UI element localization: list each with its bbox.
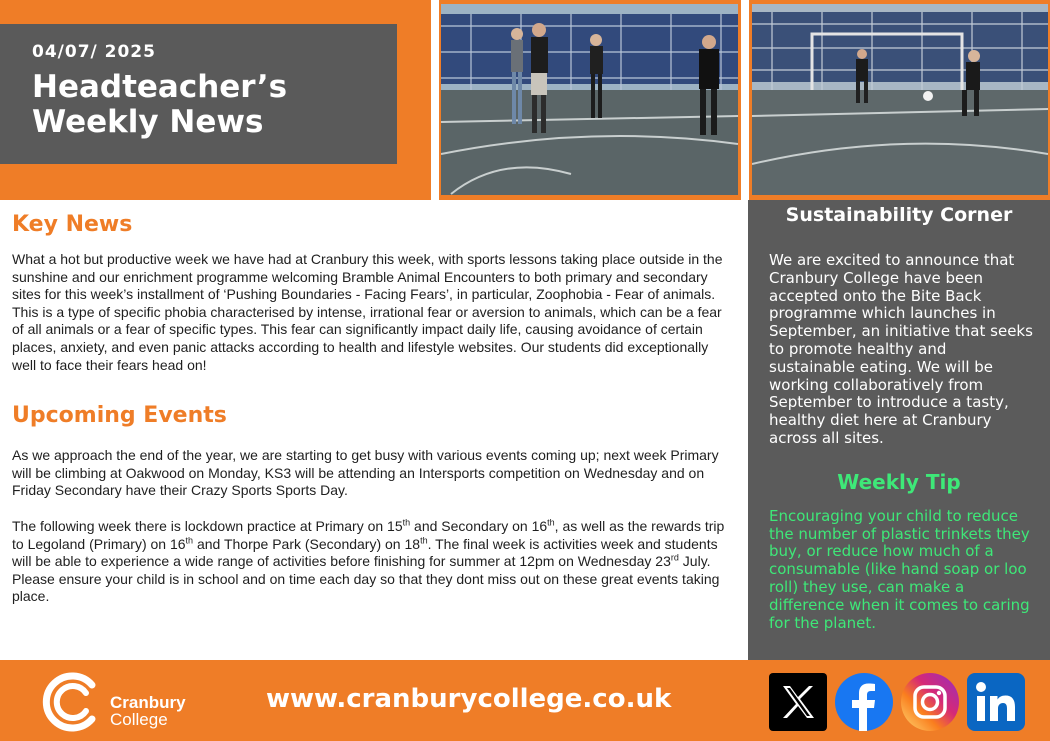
sustainability-heading: Sustainability Corner <box>785 204 1013 226</box>
linkedin-icon[interactable] <box>966 672 1026 732</box>
sidebar-panel <box>748 200 1050 660</box>
key-news-body: What a hot but productive week we have had at Cranbury this week, with sports lessons taking place outside in the sunshine and our enrichment programme welcoming Bramble Animal Encounters to both primary and secondary sites for this week’s installment of ‘Pushing Boundaries - Facing Fears’, in particular, Zoophobia - Fear of animals. This is a type of specific phobia characterised by intense, irrational fear or aversion to animals, which can be a fear of all animals or a fear of specific types. This fear can significantly impact daily life, causing avoidance of certain places, anxiety, and even panic attacks according to health and lifestyle websites. Our students did exceptionally well to face their fears head on! <box>12 251 723 373</box>
upcoming-events-heading: Upcoming Events <box>12 403 227 429</box>
header-divider <box>431 0 439 200</box>
logo-subtitle: College <box>110 710 168 729</box>
main-content <box>12 208 734 606</box>
weekly-tip-heading: Weekly Tip <box>837 469 961 494</box>
cranbury-logo-icon <box>42 671 106 733</box>
website-link[interactable]: www.cranburycollege.co.uk <box>266 684 672 714</box>
x-icon[interactable] <box>768 672 828 732</box>
key-news-heading: Key News <box>12 212 133 237</box>
weekly-tip-body: Encouraging your child to reduce the number of plastic trinkets they buy, or reduce how much of a consumable (like hand soap or loo roll) they use, can make a difference when it comes to caring for the planet. <box>769 506 1030 632</box>
sports-photo-1 <box>441 4 738 195</box>
page-title: Headteacher’s Weekly News <box>32 69 288 140</box>
instagram-icon[interactable] <box>900 672 960 732</box>
issue-date: 04/07/ 2025 <box>32 42 156 62</box>
cranbury-logo <box>42 671 192 733</box>
title-panel <box>0 24 397 164</box>
logo-name: Cranbury <box>110 693 186 712</box>
header-divider <box>741 0 749 200</box>
footer-bar <box>0 660 1050 741</box>
sports-photo-2 <box>752 4 1048 195</box>
upcoming-events-para2: The following week there is lockdown practice at Primary on 15th and Secondary on 16th, as well as the rewards trip to Legoland (Primary) on 16th and Thorpe Park (Secondary) on 18th. The final week is activities week and students will be able to experience a wide range of activities before finishing for summer at 12pm on Wednesday 23rd July. Please ensure your child is in school and on time each day so that they dont miss out on these great events taking place. <box>12 517 725 605</box>
upcoming-events-para1: As we approach the end of the year, we are starting to get busy with various events coming up; next week Primary will be climbing at Oakwood on Monday, KS3 will be attending an Intersports competition on Wednesday and on Friday Secondary have their Crazy Sports Sports Day. <box>12 447 719 499</box>
sustainability-body: We are excited to announce that Cranbury College have been accepted onto the Bite Back programme which launches in September, an initiative that seeks to promote healthy and sustainable eating. We will be working collaboratively from September to introduce a tasty, healthy diet here at Cranbury across all sites. <box>769 251 1033 447</box>
facebook-icon[interactable] <box>834 672 894 732</box>
